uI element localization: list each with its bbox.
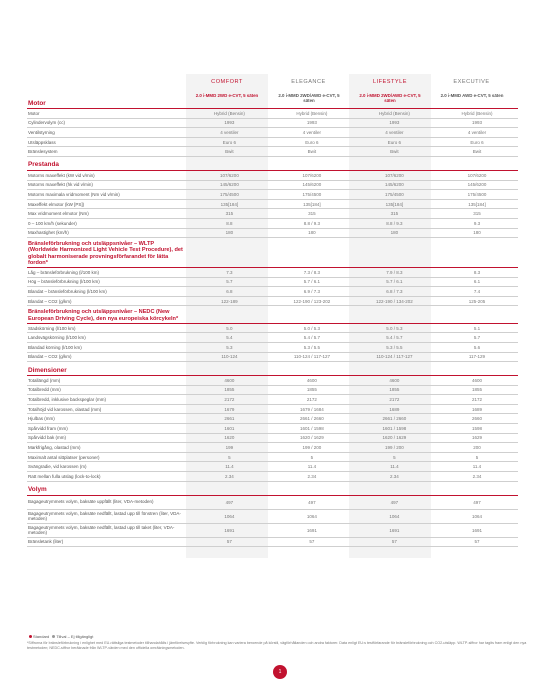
spec-label: Bränsletank (liter)	[27, 537, 188, 547]
spec-value: 11.4	[271, 462, 353, 472]
spec-value: 145/6200	[271, 180, 353, 190]
spec-value: 1993	[188, 118, 271, 128]
spec-value: 1689	[436, 404, 518, 414]
spec-label: Totalbredd, inklusive backspeglar (mm)	[27, 395, 188, 405]
spec-value: 199 / 200	[271, 443, 353, 453]
spec-value: 5	[353, 452, 436, 462]
section-heading	[27, 306, 518, 323]
spec-value: 7.9 / 8.3	[353, 267, 436, 277]
spec-value: 145/6200	[436, 180, 518, 190]
spec-row	[27, 170, 518, 180]
spec-value: 135[184]	[353, 199, 436, 209]
column-header-elegance: ELEGANCE	[291, 79, 326, 85]
section-heading	[27, 238, 518, 268]
spec-value: 145/6200	[188, 180, 271, 190]
spec-row	[27, 137, 518, 147]
spec-value: 2661	[188, 414, 271, 424]
spec-value: 122-190 / 123-202	[271, 296, 353, 306]
spec-row	[27, 523, 518, 537]
spec-value: Bwit	[188, 147, 271, 157]
spec-value: 1691	[271, 523, 353, 537]
footnote: *Siffrorna för bränsleförbrukning i enlighet med EU-rättsliga testmetoder tillhandahålls i jämförelsesyfte. Verklig förbrukning kan variera beroende på körstil, vägförhållanden och andra faktorer. Data enligt EU:s testförfarande för bränsleförbrukning och CO2-utsläpp. WLTP-siffror har tagits fram enligt den nya testmetoden; NEDC-siffror beräknade från WLTP-värden med den officiella omräkningsmetoden.	[27, 641, 527, 650]
spec-value: 2172	[188, 395, 271, 405]
spec-value: 5.4	[188, 333, 271, 343]
spec-value: 315	[271, 209, 353, 219]
section-heading-text: Motor	[27, 95, 518, 109]
spec-value: 2.34	[271, 472, 353, 482]
engine-elegance: 2.0 i-MMD 2WD/AWD e-CVT, 5 säten	[278, 93, 340, 104]
spec-value: 1620 / 1629	[271, 433, 353, 443]
standard-dot-icon	[29, 635, 32, 638]
spec-value: 4600	[188, 376, 271, 386]
spec-value: 180	[188, 228, 271, 238]
spec-value: 110-124 / 117-127	[271, 352, 353, 362]
spec-label: Max vridmoment elmotor (Nm)	[27, 209, 188, 219]
spec-value: 117-129	[436, 352, 518, 362]
spec-value: 315	[436, 209, 518, 219]
spec-value: 6.9 / 7.3	[271, 287, 353, 297]
spec-value: 4 ventiler	[188, 128, 271, 138]
section-heading	[27, 156, 518, 170]
spec-value: 1855	[271, 385, 353, 395]
spec-row	[27, 323, 518, 333]
spec-value: 180	[271, 228, 353, 238]
spec-row	[27, 118, 518, 128]
spec-value: 1679 / 1684	[271, 404, 353, 414]
spec-value: 1598	[436, 424, 518, 434]
spec-value: 2172	[271, 395, 353, 405]
spec-value: Euro 6	[353, 137, 436, 147]
spec-value: Euro 6	[188, 137, 271, 147]
spec-value: Euro 6	[436, 137, 518, 147]
spec-row	[27, 190, 518, 200]
spec-row	[27, 385, 518, 395]
spec-value: 110-124	[188, 352, 271, 362]
legend-ej: – Ej tillgängligt	[67, 634, 94, 639]
spec-value: Bwit	[353, 147, 436, 157]
spec-row	[27, 395, 518, 405]
spec-value: 5.6	[436, 342, 518, 352]
spec-row	[27, 462, 518, 472]
spec-value: 1064	[436, 509, 518, 523]
spec-value: 1993	[271, 118, 353, 128]
spec-value: 107/6200	[271, 170, 353, 180]
spec-value: 11.4	[436, 462, 518, 472]
spec-label: Cylindervolym (cc)	[27, 118, 188, 128]
spec-value: 200	[436, 443, 518, 453]
spec-value: 315	[188, 209, 271, 219]
spec-value: 175/4500	[436, 190, 518, 200]
spec-value: 2661 / 2660	[353, 414, 436, 424]
spec-value: Hybrid (Bensin)	[353, 109, 436, 119]
spec-value: 199	[188, 443, 271, 453]
spec-row	[27, 424, 518, 434]
spec-value: 4 ventiler	[436, 128, 518, 138]
spec-value: 1064	[188, 509, 271, 523]
spec-value: 199 / 200	[353, 443, 436, 453]
column-header-lifestyle: LIFESTYLE	[372, 79, 408, 85]
spec-row	[27, 404, 518, 414]
legend-tillval: Tillval	[56, 634, 67, 639]
spec-value: 497	[271, 495, 353, 509]
spec-value: 1691	[188, 523, 271, 537]
spec-value: 1064	[353, 509, 436, 523]
spec-value: Bwit	[271, 147, 353, 157]
section-heading-text: Prestanda	[27, 156, 518, 170]
spec-value: 4600	[436, 376, 518, 386]
section-heading	[27, 362, 518, 376]
spec-row	[27, 228, 518, 238]
spec-label: Stadskörning (l/100 km)	[27, 323, 188, 333]
spec-row	[27, 433, 518, 443]
spec-value: 145/6200	[353, 180, 436, 190]
spec-row	[27, 199, 518, 209]
spec-value: 5.4 / 5.7	[271, 333, 353, 343]
spec-value: 135[184]	[436, 199, 518, 209]
spec-value: 5.7 / 6.1	[353, 277, 436, 287]
spec-value: 107/6200	[436, 170, 518, 180]
spec-label: Maxhastighet (km/h)	[27, 228, 188, 238]
spec-row	[27, 472, 518, 482]
column-header-comfort: COMFORT	[211, 79, 243, 85]
section-heading-text: Bränsleförbrukning och utsläppsnivåer – WLTP (Worldwide Harmonized Light Vehicle Test Procedure), det globalt harmoniserade provningsförfarandet för lätta fordon*	[28, 241, 183, 266]
spec-value: 1689	[353, 404, 436, 414]
spec-label: Bagageutrymmets volym, baksäte nedfällt, lastad upp till fönstren (liter, VDA-metoden)	[27, 509, 188, 523]
spec-value: 11.4	[353, 462, 436, 472]
spec-value: 57	[188, 537, 271, 547]
spec-label: Blandad körning (l/100 km)	[27, 342, 188, 352]
spec-label: Blandat – CO2 (g/km)	[27, 296, 188, 306]
spec-label: Maximalt antal sittplatser (personer)	[27, 452, 188, 462]
spec-row	[27, 342, 518, 352]
spec-row	[27, 452, 518, 462]
spec-label: Bagageutrymmets volym, baksäte uppfällt (liter, VDA-metoden)	[27, 495, 188, 509]
spec-row	[27, 287, 518, 297]
spec-value: 1620 / 1629	[353, 433, 436, 443]
spec-row	[27, 218, 518, 228]
spec-value: 1691	[353, 523, 436, 537]
spec-row	[27, 109, 518, 119]
spec-label: Totallängd (mm)	[27, 376, 188, 386]
spec-value: 1620	[188, 433, 271, 443]
spec-value: 2660	[436, 414, 518, 424]
spec-value: 2172	[353, 395, 436, 405]
engine-executive: 2.0 i-MMD AWD e-CVT, 5 säten	[440, 93, 504, 98]
spec-value: 5.7	[436, 333, 518, 343]
spec-value: 5.0 / 5.3	[353, 323, 436, 333]
spec-row	[27, 352, 518, 362]
spec-value: 1601	[188, 424, 271, 434]
spec-row	[27, 147, 518, 157]
spec-row	[27, 128, 518, 138]
spec-label: Hjulbas (mm)	[27, 414, 188, 424]
spec-label: Spårvidd fram (mm)	[27, 424, 188, 434]
spec-value: Euro 6	[271, 137, 353, 147]
section-heading	[27, 481, 518, 495]
spec-value: 57	[271, 537, 353, 547]
spec-row	[27, 414, 518, 424]
spec-label: Låg – bränsleförbrukning (l/100 km)	[27, 267, 188, 277]
spec-row	[27, 180, 518, 190]
spec-value: 1993	[353, 118, 436, 128]
spec-value: 8.8 / 9.3	[271, 218, 353, 228]
spec-value: 1855	[188, 385, 271, 395]
spec-value: 7.3 / 8.3	[271, 267, 353, 277]
spec-label: 0 – 100 km/h (sekunder)	[27, 218, 188, 228]
spec-value: 5	[188, 452, 271, 462]
spec-value: 175/4500	[188, 190, 271, 200]
spec-value: 6.1	[436, 277, 518, 287]
spec-value: 5.4 / 5.7	[353, 333, 436, 343]
section-heading-text: Dimensioner	[27, 362, 518, 376]
spec-label: Blandat – CO2 (g/km)	[27, 352, 188, 362]
legend	[27, 634, 93, 639]
spec-label: Bränslesystem	[27, 147, 188, 157]
spec-value: 8.8 / 9.3	[353, 218, 436, 228]
spec-value: Hybrid (Bensin)	[436, 109, 518, 119]
spec-value: 6.8	[188, 287, 271, 297]
spec-value: 4 ventiler	[271, 128, 353, 138]
spec-value: 57	[436, 537, 518, 547]
spec-label: Motorns maxeffekt (hk vid v/min)	[27, 180, 188, 190]
spec-value: 1679	[188, 404, 271, 414]
spec-value: 4 ventiler	[353, 128, 436, 138]
spec-value: Hybrid (Bensin)	[271, 109, 353, 119]
spec-value: 1993	[436, 118, 518, 128]
spec-value: 315	[353, 209, 436, 219]
page-number: 1	[273, 665, 287, 679]
spec-value: 9.3	[436, 218, 518, 228]
section-heading-text: Volym	[27, 481, 518, 495]
spec-row	[27, 376, 518, 386]
spec-label: Maxeffekt elmotor (kW [PS])	[27, 199, 188, 209]
spec-value: 497	[436, 495, 518, 509]
section-heading	[27, 95, 518, 109]
spec-label: Svängradie, vid karossen (m)	[27, 462, 188, 472]
engine-comfort: 2.0 i-MMD 2WD e-CVT, 5 säten	[195, 93, 259, 98]
engine-lifestyle: 2.0 i-MMD 2WD/AWD e-CVT, 5 säten	[359, 93, 421, 104]
spec-label: Totalhöjd vid karossen, olastad (mm)	[27, 404, 188, 414]
spec-row	[27, 209, 518, 219]
spec-value: 4600	[271, 376, 353, 386]
spec-label: Hög – bränsleförbrukning (l/100 km)	[27, 277, 188, 287]
spec-value: 7.4	[436, 287, 518, 297]
spec-value: 5	[271, 452, 353, 462]
spec-row	[27, 277, 518, 287]
spec-value: 4600	[353, 376, 436, 386]
spec-value: 5	[436, 452, 518, 462]
spec-value: 107/6200	[188, 170, 271, 180]
spec-row	[27, 296, 518, 306]
spec-value: 110-124 / 117-127	[353, 352, 436, 362]
column-header-executive: EXECUTIVE	[453, 79, 490, 85]
spec-value: 1064	[271, 509, 353, 523]
spec-value: 1629	[436, 433, 518, 443]
spec-value: 5.0	[188, 323, 271, 333]
spec-value: 2661 / 2660	[271, 414, 353, 424]
spec-value: 1855	[353, 385, 436, 395]
tillval-dot-icon	[52, 635, 55, 638]
spec-row	[27, 443, 518, 453]
legend-standard: Standard	[33, 634, 50, 639]
spec-row	[27, 333, 518, 343]
spec-value: 180	[436, 228, 518, 238]
spec-value: 175/4500	[353, 190, 436, 200]
spec-value: 125-205	[436, 296, 518, 306]
spec-row	[27, 495, 518, 509]
spec-value: 1691	[436, 523, 518, 537]
spec-label: Blandat – bränsleförbrukning (l/100 km)	[27, 287, 188, 297]
spec-value: 2.34	[188, 472, 271, 482]
spec-label: Utsläppsklass	[27, 137, 188, 147]
spec-value: 8.3	[436, 267, 518, 277]
spec-label: Totalbredd (mm)	[27, 385, 188, 395]
spec-value: 5.3 / 5.5	[271, 342, 353, 352]
spec-value: 1601 / 1598	[353, 424, 436, 434]
spec-label: Ventilstyrning	[27, 128, 188, 138]
spec-value: 180	[353, 228, 436, 238]
spec-value: 5.3	[188, 342, 271, 352]
spec-label: Motorns maxeffekt (kW vid v/min)	[27, 170, 188, 180]
spec-value: 175/4500	[271, 190, 353, 200]
spec-value: 122-189	[188, 296, 271, 306]
spec-value: 7.3	[188, 267, 271, 277]
spec-value: 6.8 / 7.3	[353, 287, 436, 297]
spec-value: Hybrid (Bensin)	[188, 109, 271, 119]
spec-value: 5.1	[436, 323, 518, 333]
spec-value: 1601 / 1598	[271, 424, 353, 434]
spec-value: 107/6200	[353, 170, 436, 180]
spec-label: Landsvägskörning (l/100 km)	[27, 333, 188, 343]
spec-value: 2.34	[436, 472, 518, 482]
spec-value: 135[184]	[271, 199, 353, 209]
spec-row	[27, 537, 518, 547]
spec-table	[27, 95, 518, 547]
spec-value: 2.34	[353, 472, 436, 482]
spec-label: Motorns maximala vridmoment (Nm vid v/min)	[27, 190, 188, 200]
spec-label: Motor	[27, 109, 188, 119]
spec-value: 5.7	[188, 277, 271, 287]
spec-value: 135[184]	[188, 199, 271, 209]
spec-value: 11.4	[188, 462, 271, 472]
spec-row	[27, 267, 518, 277]
spec-value: Bwit	[436, 147, 518, 157]
spec-value: 57	[353, 537, 436, 547]
spec-label: Markfrigång, olastad (mm)	[27, 443, 188, 453]
spec-value: 497	[188, 495, 271, 509]
spec-value: 2172	[436, 395, 518, 405]
spec-label: Ratt mellan fulla utslag (lock-to-lock)	[27, 472, 188, 482]
spec-value: 122-190 / 134-202	[353, 296, 436, 306]
section-heading-text: Bränsleförbrukning och utsläppsnivåer – NEDC (New European Driving Cycle), den nya europeiska körcykeln*	[28, 309, 179, 322]
spec-row	[27, 509, 518, 523]
spec-value: 497	[353, 495, 436, 509]
spec-value: 8.8	[188, 218, 271, 228]
spec-value: 5.3 / 5.5	[353, 342, 436, 352]
spec-label: Bagageutrymmets volym, baksäte nedfällt, lastad upp till taket (liter, VDA-metoden)	[27, 523, 188, 537]
spec-label: Spårvidd bak (mm)	[27, 433, 188, 443]
spec-value: 5.7 / 6.1	[271, 277, 353, 287]
spec-value: 5.0 / 5.3	[271, 323, 353, 333]
spec-value: 1855	[436, 385, 518, 395]
